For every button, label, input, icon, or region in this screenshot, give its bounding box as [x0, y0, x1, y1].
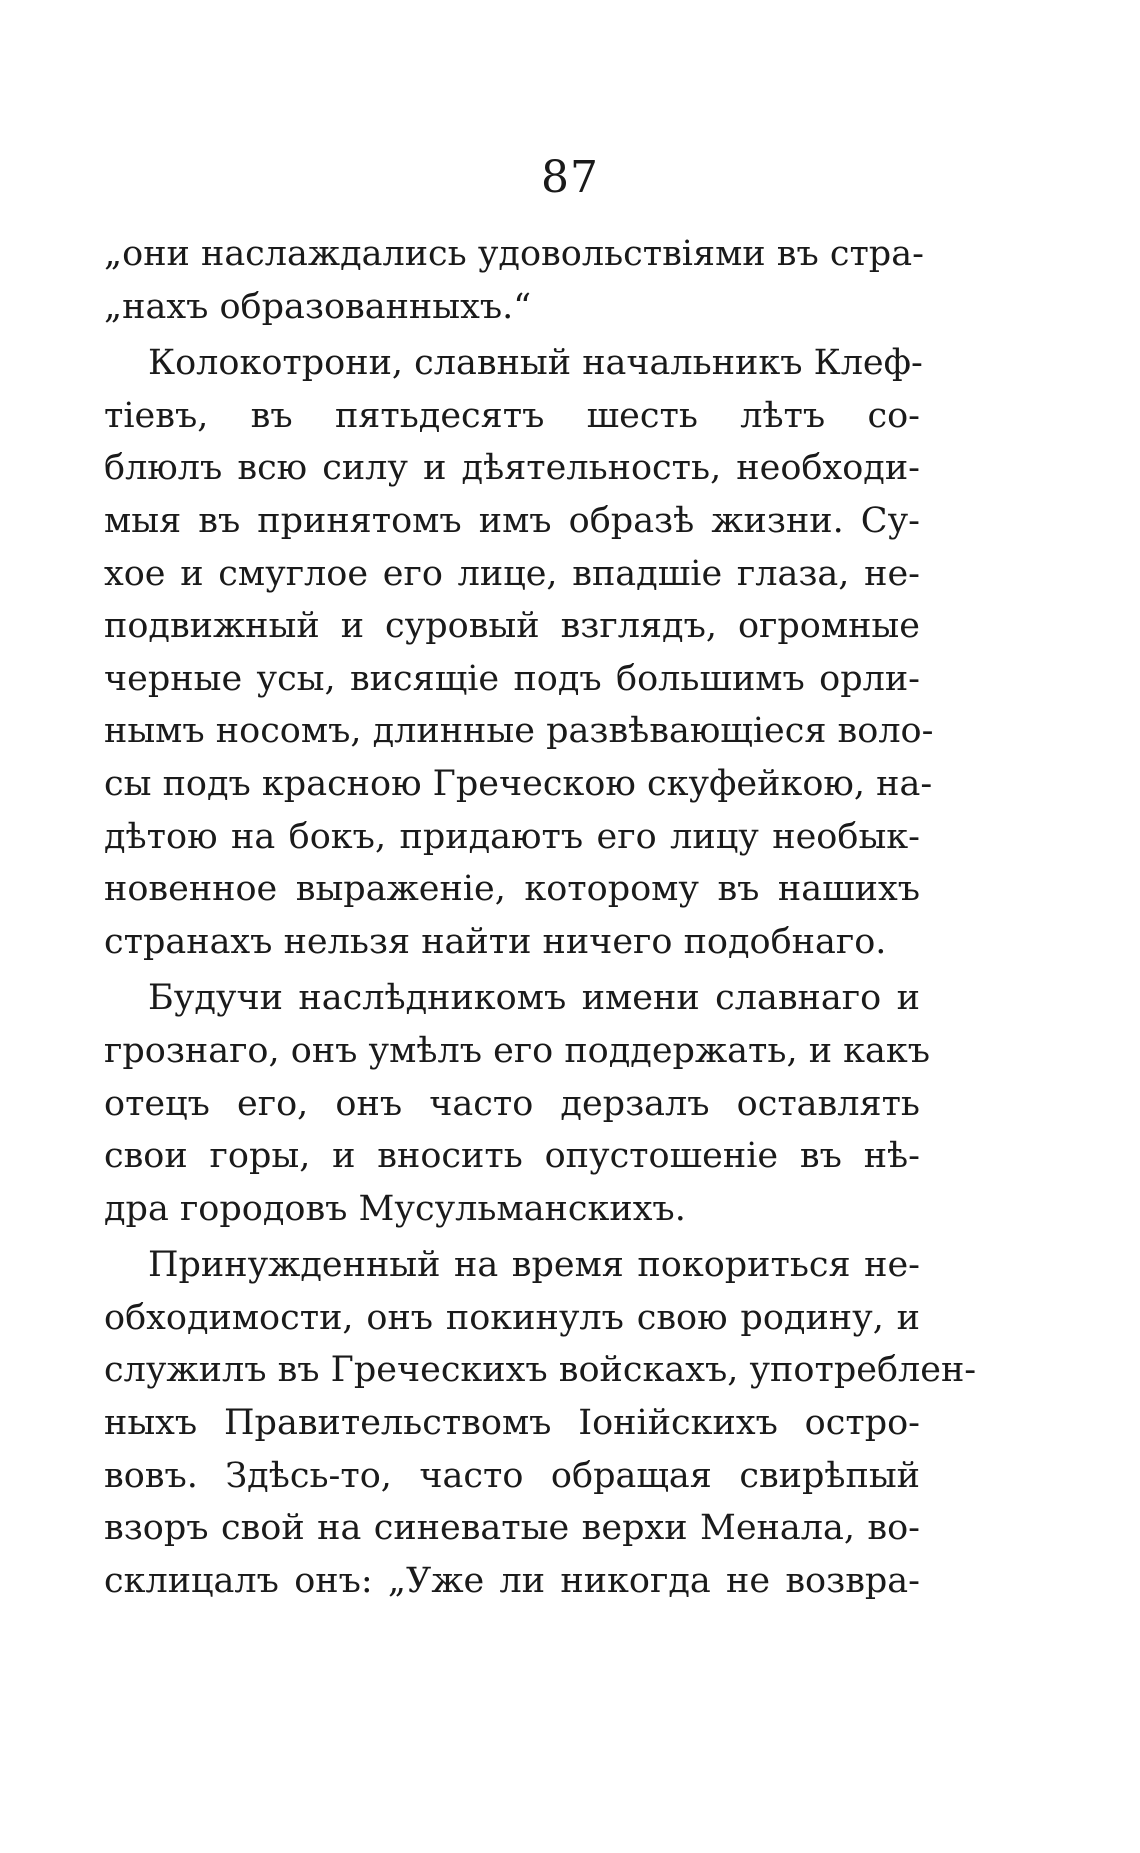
- text-line: блюлъ всю силу и дѣятельность, необходи-: [104, 448, 920, 489]
- text-line: склицалъ онъ: „Уже ли никогда не возвра-: [104, 1560, 920, 1601]
- page-number: 87: [541, 152, 599, 203]
- text-line: „нахъ образованныхъ.“: [104, 286, 532, 327]
- text-line: дра городовъ Мусульманскихъ.: [104, 1188, 686, 1229]
- paragraph: [104, 228, 924, 333]
- text-line: подвижный и суровый взглядъ, огромные: [104, 606, 920, 647]
- text-line: взоръ свой на синеватые верхи Менала, во-: [104, 1508, 920, 1549]
- text-line: черные усы, висящіе подъ большимъ орли-: [104, 658, 920, 699]
- text-line: новенное выраженіе, которому въ нашихъ: [104, 869, 920, 910]
- text-line: тіевъ, въ пятьдесятъ шесть лѣтъ со-: [104, 395, 920, 436]
- text-line: странахъ нельзя найти ничего подобнаго.: [104, 921, 887, 962]
- body-text: [104, 228, 977, 1607]
- text-line: обходимости, онъ покинулъ свою родину, и: [104, 1297, 920, 1338]
- text-line: сы подъ красною Греческою скуфейкою, на-: [104, 763, 933, 804]
- paragraph: [104, 1239, 977, 1607]
- text-line: хое и смуглое его лице, впадшіе глаза, не-: [104, 553, 920, 594]
- text-line: мыя въ принятомъ имъ образѣ жизни. Су-: [104, 500, 920, 541]
- text-line: вовъ. Здѣсь-то, часто обращая свирѣпый: [104, 1455, 920, 1496]
- text-line: ныхъ Правительствомъ Іонійскихъ остро-: [104, 1403, 920, 1444]
- text-line: Будучи наслѣдникомъ имени славнаго и: [148, 978, 920, 1019]
- text-line: отецъ его, онъ часто дерзалъ оставлять: [104, 1083, 920, 1124]
- text-line: „они наслаждались удовольствіями въ стра-: [104, 234, 924, 274]
- paragraph: [104, 972, 931, 1235]
- text-line: грознаго, онъ умѣлъ его поддержать, и какъ: [104, 1030, 931, 1071]
- text-line: служилъ въ Греческихъ войскахъ, употреблен-: [104, 1350, 977, 1391]
- text-line: Принужденный на время покориться не-: [148, 1245, 920, 1286]
- text-line: дѣтою на бокъ, придаютъ его лицу необык-: [104, 816, 920, 857]
- text-line: свои горы, и вносить опустошеніе въ нѣ-: [104, 1136, 920, 1177]
- text-line: нымъ носомъ, длинные развѣвающіеся воло-: [104, 711, 934, 752]
- paragraph: [104, 337, 934, 968]
- text-line: Колокотрони, славный начальникъ Клеф-: [148, 343, 923, 384]
